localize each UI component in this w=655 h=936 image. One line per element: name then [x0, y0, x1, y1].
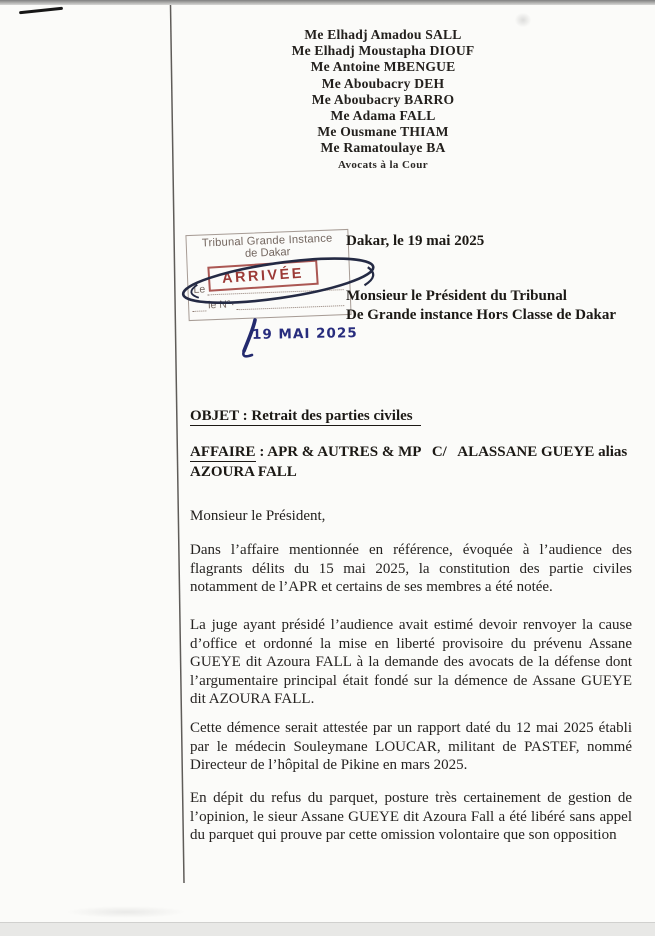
lawyer-name: Me Elhadj Amadou SALL	[304, 27, 462, 42]
case-parties: : APR & AUTRES & MP C/ ALASSANE GUEYE alias	[255, 444, 628, 460]
stamp-arrivee-label: ARRIVÉE	[221, 265, 305, 287]
recipient-line: Monsieur le Président du Tribunal	[346, 288, 567, 304]
dotted-line	[236, 295, 344, 310]
body-paragraph: Dans l’affaire mentionnée en référence, évoquée à l’audience des flagrants délits du 15 mai 2025, la constitution des partie civiles notamment de l’APR et certains de ses membres a été notée.	[190, 542, 632, 596]
body-paragraph: La juge ayant présidé l’audience avait estimé devoir renvoyer la cause d’office et ordonné la mise en liberté provisoire du prévenu Assane GUEYE dit Azoura FALL à la demande des avocats de la défense dont l’argumentaire principal était fondé sur la démence de Assane GUEYE dit AZOURA FALL.	[190, 617, 632, 708]
lawyer-name: Me Elhadj Moustapha DIOUF	[291, 43, 475, 59]
stamp-le-label: Le	[193, 283, 206, 296]
body-paragraph: En dépit du refus du parquet, posture très certainement de gestion de l’opinion, le sieur Assane GUEYE dit Azoura Fall a été libéré sans appel du parquet qui prouve par cette omission volontaire que son opposition	[190, 790, 632, 844]
lawyer-name: Me Ousmane THIAM	[317, 124, 449, 140]
letterhead-role: Avocats à la Cour	[337, 159, 428, 171]
case-label: AFFAIRE	[190, 444, 256, 460]
stamp-court-city: de Dakar	[244, 246, 291, 260]
dotted-line	[192, 300, 206, 312]
arrival-stamp	[185, 229, 351, 321]
case-line	[190, 443, 640, 482]
lawyer-name: Me Antoine MBENGUE	[310, 59, 456, 75]
dotted-line	[207, 279, 344, 295]
scan-edge-top	[0, 0, 655, 5]
stamp-court-name: Tribunal Grande Instance	[201, 232, 333, 250]
scan-smudge	[66, 906, 186, 918]
registry-date-stamp: 19 MAI 2025	[251, 325, 358, 343]
recipient-block	[346, 287, 616, 324]
scan-edge-bottom	[0, 922, 655, 936]
scan-smudge	[514, 12, 532, 28]
recipient-line: De Grande instance Hors Classe de Dakar	[346, 306, 616, 323]
lawyer-name: Me Aboubacry DEH	[321, 75, 445, 91]
lawyer-name: Me Aboubacry BARRO	[311, 91, 455, 107]
body-paragraph: Cette démence serait attestée par un rapport daté du 12 mai 2025 établi par le médecin Souleymane LOUCAR, militant de PASTEF, nommé Directeur de l’hôpital de Pikine en mars 2025.	[190, 720, 632, 774]
letterhead-lawyers-list	[163, 27, 603, 157]
lawyer-name: Me Ramatoulaye BA	[320, 140, 446, 156]
stamp-numero-label: le N°·	[207, 298, 235, 312]
place-and-date: Dakar, le 19 mai 2025	[346, 233, 485, 249]
lawyer-name: Me Adama FALL	[330, 108, 436, 124]
case-parties-line2: AZOURA FALL	[190, 463, 297, 480]
subject-text: OBJET : Retrait des parties civiles	[190, 408, 421, 426]
subject-line	[190, 408, 421, 425]
salutation: Monsieur le Président,	[190, 508, 326, 524]
pen-scratch-mark	[19, 7, 63, 14]
stamp-number-field	[192, 294, 344, 312]
